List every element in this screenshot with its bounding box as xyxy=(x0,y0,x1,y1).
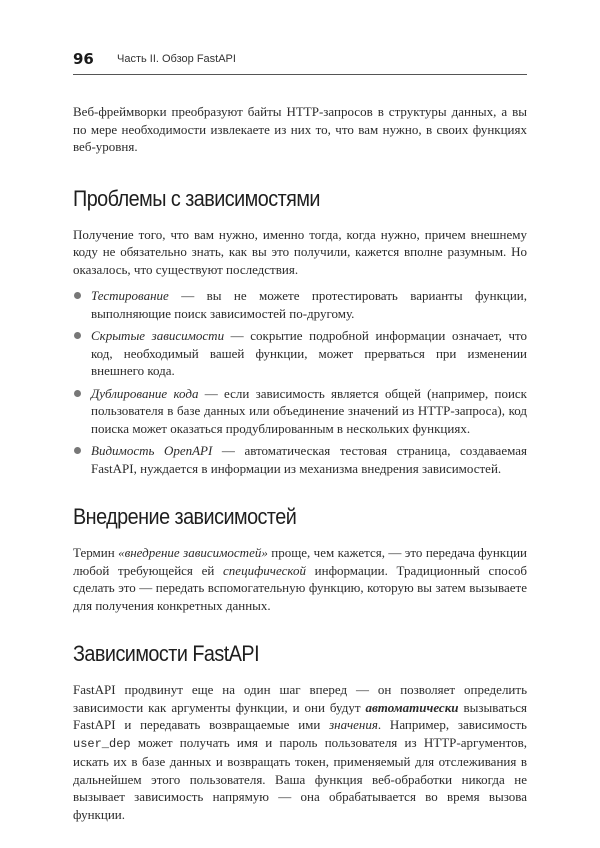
section2-paragraph xyxy=(73,544,527,614)
list-item xyxy=(73,442,527,477)
bullet-icon xyxy=(74,332,81,339)
text-run: Термин xyxy=(73,545,119,560)
list-item-term: Видимость OpenAPI xyxy=(91,443,213,458)
emphasis-term: «внедрение зависимостей» xyxy=(118,545,268,560)
section-title-dependency-injection: Внедрение зависимостей xyxy=(73,504,297,529)
text-run: . Например, зависимость xyxy=(377,717,527,732)
running-head: Часть II. Обзор FastAPI xyxy=(117,53,236,65)
page-number: 96 xyxy=(73,50,94,68)
text-run: информации. Традиционный способ сделать это — передать вспомогательную функцию, которую вы затем вызываете для получения конкретных данных. xyxy=(73,562,527,613)
page-header xyxy=(73,50,526,74)
list-item xyxy=(73,385,527,438)
list-item-term: Скрытые зависимости xyxy=(91,328,225,343)
section1-paragraph: Получение того, что вам нужно, именно тогда, когда нужно, причем внешнему коду не обязательно знать, как вы это получили, кажется вполне разумным. Но оказалось, что существуют последствия. xyxy=(73,226,527,277)
list-item-text: — если зависимость является общей (например, поиск пользователя в базе данных или объединение значений из HTTP-запроса), код поиска может оказаться продублированным в нескольких функциях. xyxy=(91,385,527,436)
bullet-icon xyxy=(74,447,81,454)
section-title-dependency-problems: Проблемы с зависимостями xyxy=(73,185,320,211)
list-item-term: Тестирование xyxy=(91,288,169,303)
bullet-icon xyxy=(74,390,81,397)
section3-paragraph xyxy=(73,681,527,823)
bullet-icon xyxy=(74,292,81,299)
text-run: вызываться FastAPI и передавать возвращаемые ими xyxy=(73,699,527,732)
text-run: проще, чем кажется, — это передача функции любой требующейся ей xyxy=(73,545,527,578)
problems-list xyxy=(73,287,527,477)
text-run: может получать имя и пароль пользователя из HTTP-аргументов, искать их в базе данных и возвращать токен, применяемый для отслеживания в дальнейшем этого пользователя. Ваша функция веб-обработки никогда не вызывает зависимость напрямую — она обрабатывается во время вызова функции. xyxy=(73,734,527,822)
list-item xyxy=(73,287,527,322)
list-item-term: Дублирование кода xyxy=(91,385,199,401)
emphasis-word: специфической xyxy=(223,562,306,578)
header-rule xyxy=(73,74,527,75)
page-body xyxy=(73,103,527,823)
section-title-fastapi-dependencies: Зависимости FastAPI xyxy=(73,641,260,666)
list-item-text: — сокрытие подробной информации означает, что код, необходимый вашей функции, может прерваться при изменении внешнего кода. xyxy=(91,328,528,378)
emphasis-word: значения xyxy=(329,717,378,732)
text-run: FastAPI продвинут еще на один шаг вперед — он позволяет определить зависимости как аргументы функции, и они будут xyxy=(73,682,527,715)
list-item xyxy=(73,327,527,380)
intro-paragraph: Веб-фреймворки преобразуют байты HTTP-запросов в структуры данных, а вы по мере необходимости извлекаете из них то, что вам нужно, в своих функциях веб-уровня. xyxy=(73,104,527,154)
inline-code: user_dep xyxy=(73,736,131,751)
list-item-text: — вы не можете протестировать варианты функции, выполняющие поиск зависимостей по-другому. xyxy=(91,288,527,321)
emphasis-bold: автоматически xyxy=(365,699,459,715)
list-item-text: — автоматическая тестовая страница, создаваемая FastAPI, нуждается в информации из механизма внедрения зависимостей. xyxy=(91,443,527,476)
